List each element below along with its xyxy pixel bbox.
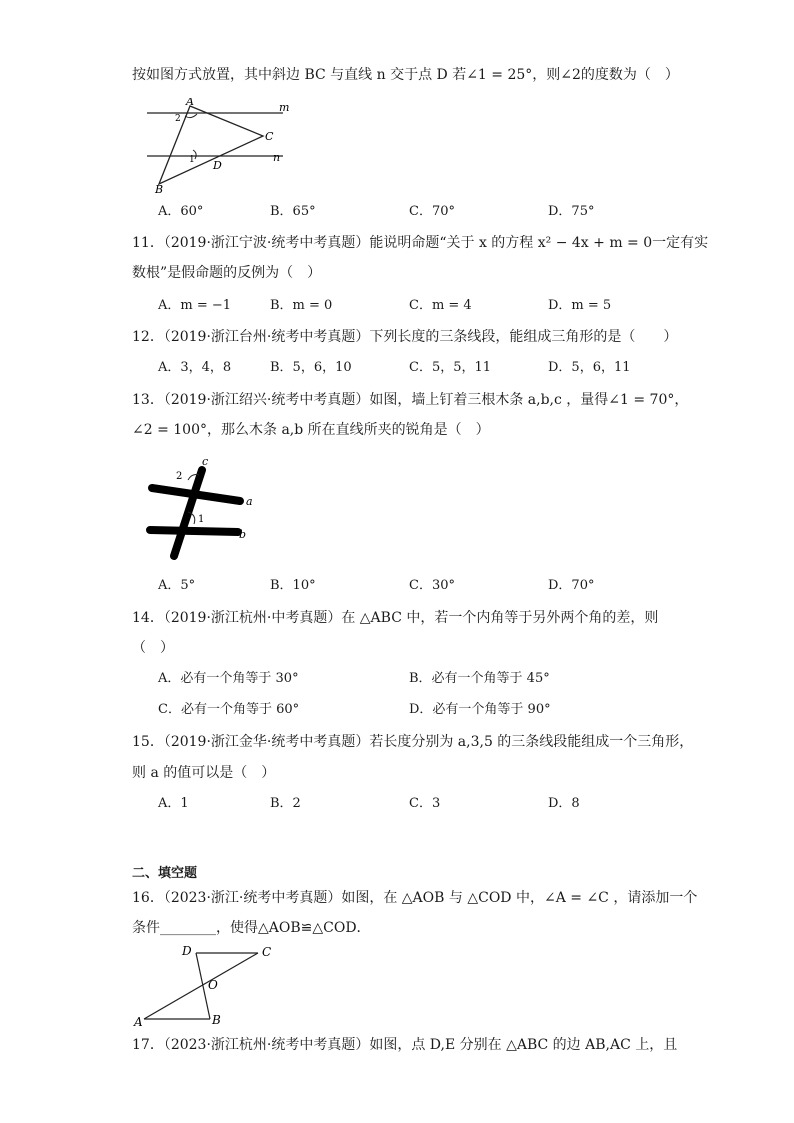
q11-option-b[interactable]: B．m = 0 (270, 298, 333, 313)
q16-text-1: 16．（2023·浙江·统考中考真题）如图，在 △AOB 与 △COD 中，∠A = ∠C ，请添加一个 (132, 890, 698, 906)
q10-label-C: C (265, 130, 274, 143)
q14-text-1: 14．（2019·浙江杭州·中考真题）在 △ABC 中，若一个内角等于另外两个角的差，则 (132, 610, 659, 626)
q15-option-a[interactable]: A．1 (158, 796, 189, 811)
q11-option-a[interactable]: A．m = −1 (158, 298, 232, 313)
q15-option-c[interactable]: C．3 (409, 796, 441, 811)
q16-label-B: B (212, 1013, 221, 1027)
q11-option-d[interactable]: D．m = 5 (548, 298, 612, 313)
q12-text-1: 12．（2019·浙江台州·统考中考真题）下列长度的三条线段，能组成三角形的是（ ） (132, 329, 678, 345)
q13-option-d[interactable]: D．70° (548, 578, 595, 593)
q14-option-a[interactable]: A．必有一个角等于 30° (158, 671, 299, 686)
q15-option-d[interactable]: D．8 (548, 796, 580, 811)
q10-label-B: B (155, 183, 164, 196)
q10-label-D: D (213, 159, 222, 172)
q14-option-d[interactable]: D．必有一个角等于 90° (409, 702, 551, 717)
q10-option-d[interactable]: D．75° (548, 204, 595, 219)
q15-text-1: 15．（2019·浙江金华·统考中考真题）若长度分别为 a,3,5 的三条线段能组成一个三角形， (132, 734, 694, 750)
q10-option-c[interactable]: C．70° (409, 204, 455, 219)
q11-text-1: 11．（2019·浙江宁波·统考中考真题）能说明命题“关于 x 的方程 x² − 4x + m = 0一定有实 (132, 235, 709, 251)
q13-option-c[interactable]: C．30° (409, 578, 455, 593)
q16-label-A: A (134, 1015, 143, 1028)
q13-label-c: c (202, 455, 209, 468)
q12-option-d[interactable]: D．5，6，11 (548, 360, 631, 375)
q16-label-C: C (262, 945, 272, 959)
q13-option-b[interactable]: B．10° (270, 578, 316, 593)
q10-angle-1: 1 (189, 155, 195, 165)
q15-option-b[interactable]: B．2 (270, 796, 301, 811)
q12-option-c[interactable]: C．5，5，11 (409, 360, 492, 375)
q10-label-A: A (186, 98, 194, 108)
q10-option-a[interactable]: A．60° (158, 204, 204, 219)
q13-label-b: b (239, 528, 247, 541)
q10-option-b[interactable]: B．65° (270, 204, 316, 219)
q13-text-2: ∠2 = 100°，那么木条 a,b 所在直线所夹的锐角是（ ） (132, 422, 490, 438)
q10-label-n: n (273, 151, 281, 164)
q10-label-m: m (279, 101, 290, 114)
q13-angle-2: 2 (176, 471, 183, 482)
q14-option-c[interactable]: C．必有一个角等于 60° (158, 702, 300, 717)
q10-text: 按如图方式放置，其中斜边 BC 与直线 n 交于点 D 若∠1 = 25°，则∠2的度数为（ ） (132, 67, 679, 83)
q13-angle-1: 1 (198, 514, 205, 525)
q16-label-D: D (182, 944, 192, 958)
q13-text-1: 13．（2019·浙江绍兴·统考中考真题）如图，墙上钉着三根木条 a,b,c ，量得∠1 = 70°， (132, 392, 689, 408)
q11-text-2: 数根”是假命题的反例为（ ） (132, 265, 322, 281)
q10-figure (145, 98, 295, 196)
q15-text-2: 则 a 的值可以是（ ） (132, 765, 276, 781)
q14-text-2: （ ） (132, 640, 174, 656)
q17-text-1: 17．（2023·浙江杭州·统考中考真题）如图，点 D,E 分别在 △ABC 的边 AB,AC 上，且 (132, 1037, 678, 1053)
q16-figure (130, 942, 280, 1028)
q16-text-2: 条件________，使得△AOB≌△COD． (132, 920, 371, 936)
q13-figure (142, 454, 262, 564)
q10-angle-2: 2 (175, 114, 181, 124)
q13-option-a[interactable]: A．5° (158, 578, 196, 593)
q11-option-c[interactable]: C．m = 4 (409, 298, 472, 313)
q12-option-b[interactable]: B．5，6，10 (270, 360, 352, 375)
section-heading: 二、填空题 (132, 866, 198, 881)
q14-option-b[interactable]: B．必有一个角等于 45° (409, 671, 550, 686)
q16-label-O: O (208, 978, 218, 992)
q13-label-a: a (246, 495, 253, 508)
q12-option-a[interactable]: A．3，4，8 (158, 360, 232, 375)
